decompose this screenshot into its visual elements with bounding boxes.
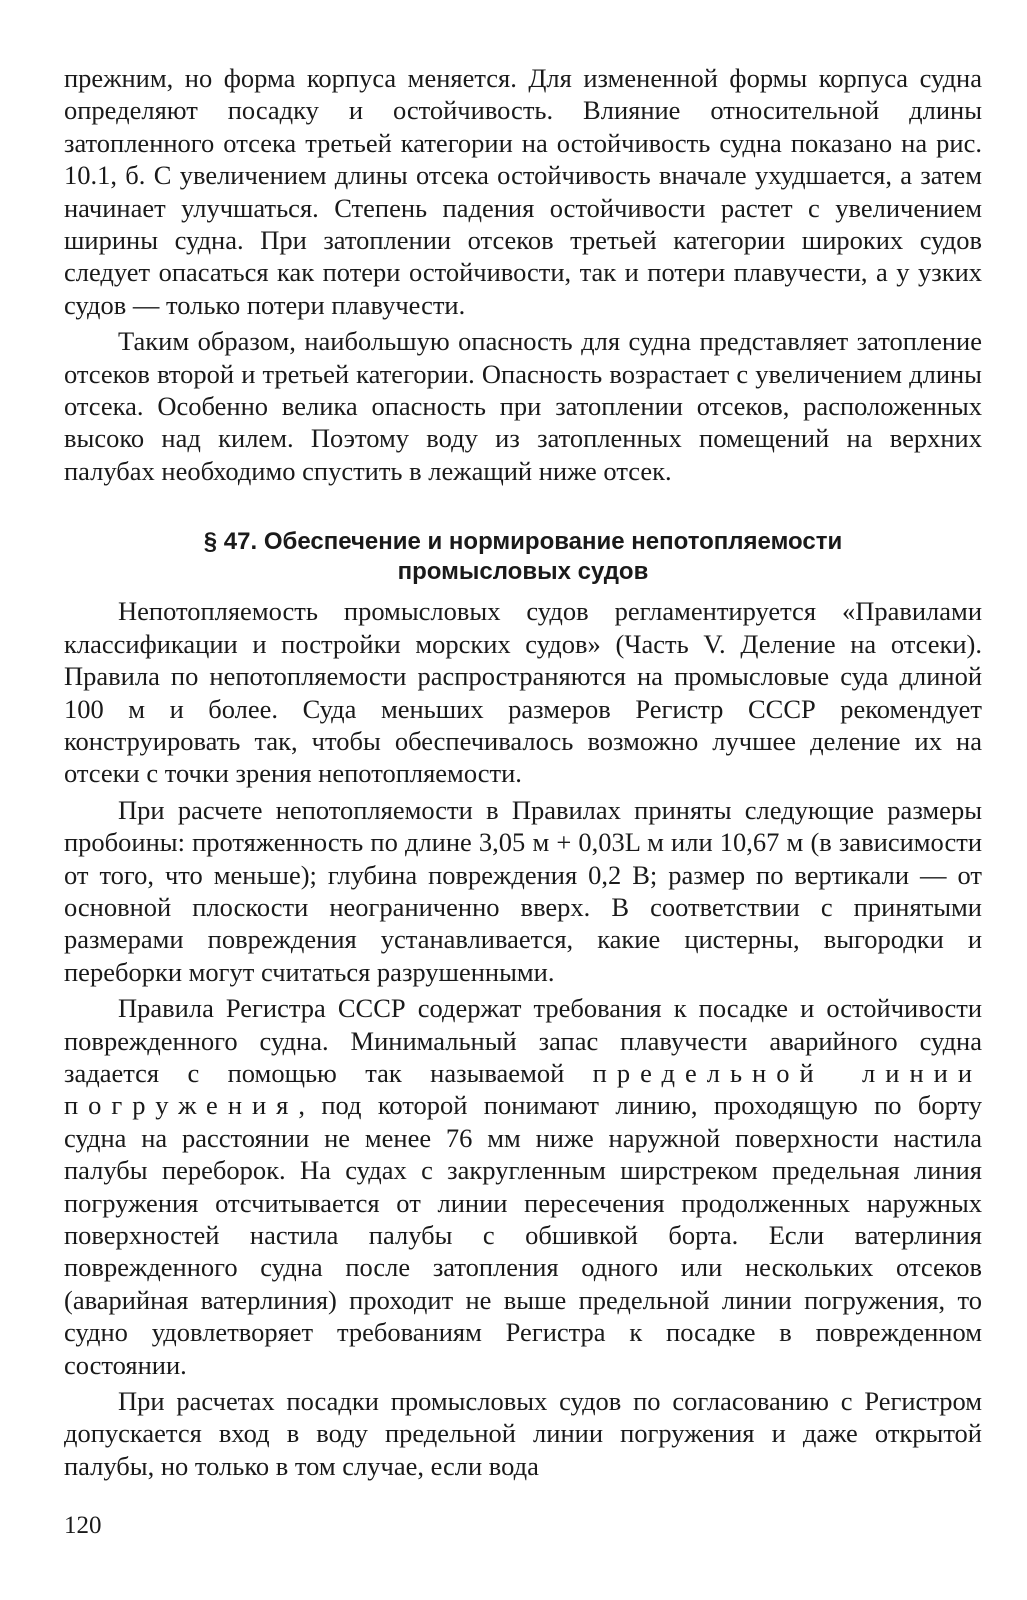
paragraph-regulation: Непотопляемость промысловых судов регламентируется «Правилами классификации и постройки морских судов» (Часть V. Деление на отсеки). Правила по непотопляемости распространяются на промысловые суда длиной 100 м и более. Суда меньших размеров Регистр СССР рекомендует конструировать так, чтобы обеспечивалось возможно лучшее деление их на отсеки с точки зрения непотопляемости. bbox=[64, 596, 982, 789]
register-text-after: , под которой понимают линию, проходящую по борту судна на расстоянии не менее 76 мм ниже наружной поверхности настила палубы переборок. На судах с закругленным ширстреком предельная линия погружения отсчитывается от линии пересечения продолженных наружных поверхностей настила палубы с обшивкой борта. Если ватерлиния поврежденного судна после затопления одного или нескольких отсеков (аварийная ватерлиния) проходит не выше предельной линии погружения, то судно удовлетворяет требованиям Регистра к посадке в поврежденном состоянии. bbox=[64, 1090, 982, 1380]
section-heading bbox=[64, 527, 982, 587]
paragraph-trim-calculation: При расчетах посадки промысловых судов по согласованию с Регистром допускается вход в воду предельной линии погружения и даже открытой палубы, но только в том случае, если вода bbox=[64, 1386, 982, 1481]
paragraph-register-requirements bbox=[64, 992, 982, 1381]
page-number: 120 bbox=[64, 1512, 102, 1539]
section-heading-line-1: § 47. Обеспечение и нормирование непотопляемости bbox=[203, 528, 843, 556]
paragraph-conclusion: Таким образом, наибольшую опасность для судна представляет затопление отсеков второй и третьей категории. Опасность возрастает с увеличением длины отсека. Особенно велика опасность при затоплении отсеков, расположенных высоко над килем. Поэтому воду из затопленных помещений на верхних палубах необходимо спустить в лежащий ниже отсек. bbox=[64, 326, 982, 486]
section-heading-line-2: промысловых судов bbox=[397, 558, 649, 586]
term-margin-line: предельной линии погружения bbox=[64, 1057, 983, 1121]
paragraph-damage-size: При расчете непотопляемости в Правилах приняты следующие размеры пробоины: протяженность по длине 3,05 м + 0,03L м или 10,67 м (в зависимости от того, что меньше); глубина повреждения 0,2 B; размер по вертикали — от основной плоскости неограниченно вверх. В соответствии с принятыми размерами повреждения устанавливается, какие цистерны, выгородки и переборки могут считаться разрушенными. bbox=[64, 794, 982, 987]
register-text-before: Правила Регистра СССР содержат требования к посадке и остойчивости поврежденного судна. Минимальный запас плавучести аварийного судна задается с помощью так называемой bbox=[64, 993, 982, 1088]
paragraph-continuation: прежним, но форма корпуса меняется. Для измененной формы корпуса судна определяют посадку и остойчивость. Влияние относительной длины затопленного отсека третьей категории на остойчивость судна показано на рис. 10.1, б. С увеличением длины отсека остойчивость вначале ухудшается, а затем начинает улучшаться. Степень падения остойчивости растет с увеличением ширины судна. При затоплении отсеков третьей категории широких судов следует опасаться как потери остойчивости, так и потери плавучести, а у узких судов — только потери плавучести. bbox=[64, 63, 982, 320]
page-body bbox=[64, 62, 982, 1482]
